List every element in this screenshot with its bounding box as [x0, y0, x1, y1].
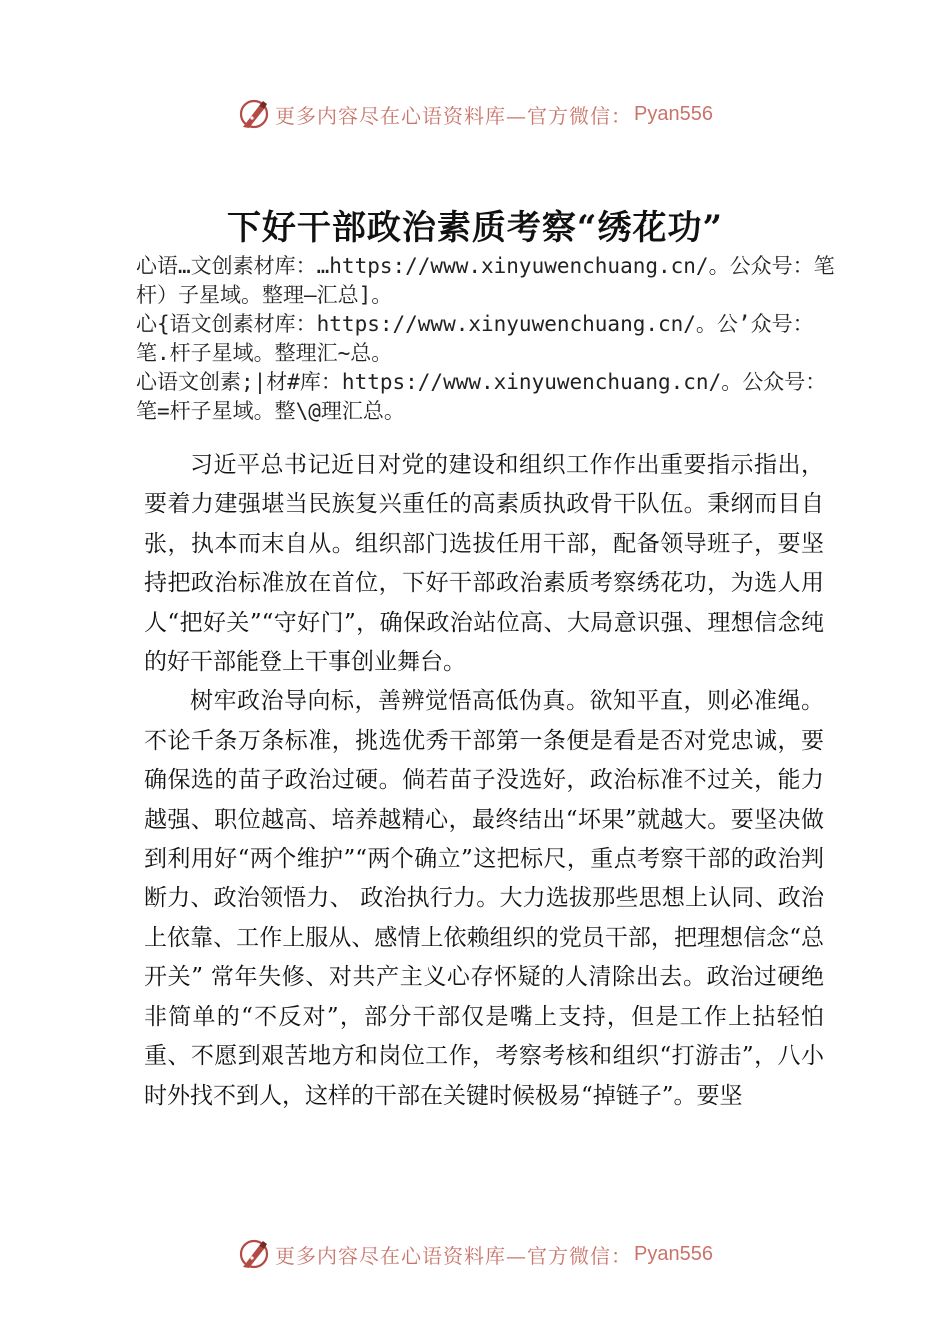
source-line: 心语文创素;|材#库：https://www.xinyuwenchuang.cn/。公众号：笔=杆子星域。整\@理汇总。	[136, 370, 827, 423]
article-paragraph: 树牢政治导向标，善辨觉悟高低伪真。欲知平直，则必准绳。不论千条万条标准，挑选优秀干部第一条便是看是否对党忠诚，要确保选的苗子政治过硬。倘若苗子没选好，政治标准不过关，能力越强、职位越高、培养越精心，最终结出“坏果”就越大。要坚决做到利用好“两个维护”“两个确立”这把标尺，重点考察干部的政治判断力、政治领悟力、 政治执行力。大力选拔那些思想上认同、政治上依靠、工作上服从、感情上依赖组织的党员干部，把理想信念“总开关” 常年失修、对共产主义心存怀疑的人清除出去。政治过硬绝非简单的“不反对”，部分干部仅是嘴上支持，但是工作上拈轻怕重、不愿到艰苦地方和岗位工作，考察考核和组织“打游击”，八小时外找不到人，这样的干部在关键时候极易“掉链子”。要坚	[144, 688, 824, 1109]
source-line: 心语…文创素材库：…https://www.xinyuwenchuang.cn/。公众号：笔杆）子星域。整理—汇总]。	[136, 254, 835, 307]
source-notes	[136, 252, 836, 426]
banner-text: 更多内容尽在心语资料库—官方微信：	[275, 103, 633, 128]
header-banner	[0, 92, 950, 136]
pen-nib-circle-icon	[237, 97, 271, 131]
footer-banner	[0, 1232, 950, 1276]
pen-nib-circle-icon	[237, 1237, 271, 1271]
article-title: 下好干部政治素质考察“绣花功”	[226, 208, 724, 248]
article-paragraph: 习近平总书记近日对党的建设和组织工作作出重要指示指出，要着力建强堪当民族复兴重任的高素质执政骨干队伍。秉纲而目自张，执本而末自从。组织部门选拔任用干部，配备领导班子，要坚持把政治标准放在首位，下好干部政治素质考察绣花功，为选人用人“把好关”“守好门”，确保政治站位高、大局意识强、理想信念纯的好干部能登上干事创业舞台。	[144, 452, 824, 676]
article-body	[144, 446, 824, 1116]
banner-wechat-id: Pyan556	[634, 102, 713, 125]
banner-wechat-id: Pyan556	[634, 1242, 713, 1265]
banner-text: 更多内容尽在心语资料库—官方微信：	[275, 1243, 633, 1268]
source-line: 心{语文创素材库：https://www.xinyuwenchuang.cn/。公’众号：笔.杆子星域。整理汇~总。	[136, 312, 814, 365]
